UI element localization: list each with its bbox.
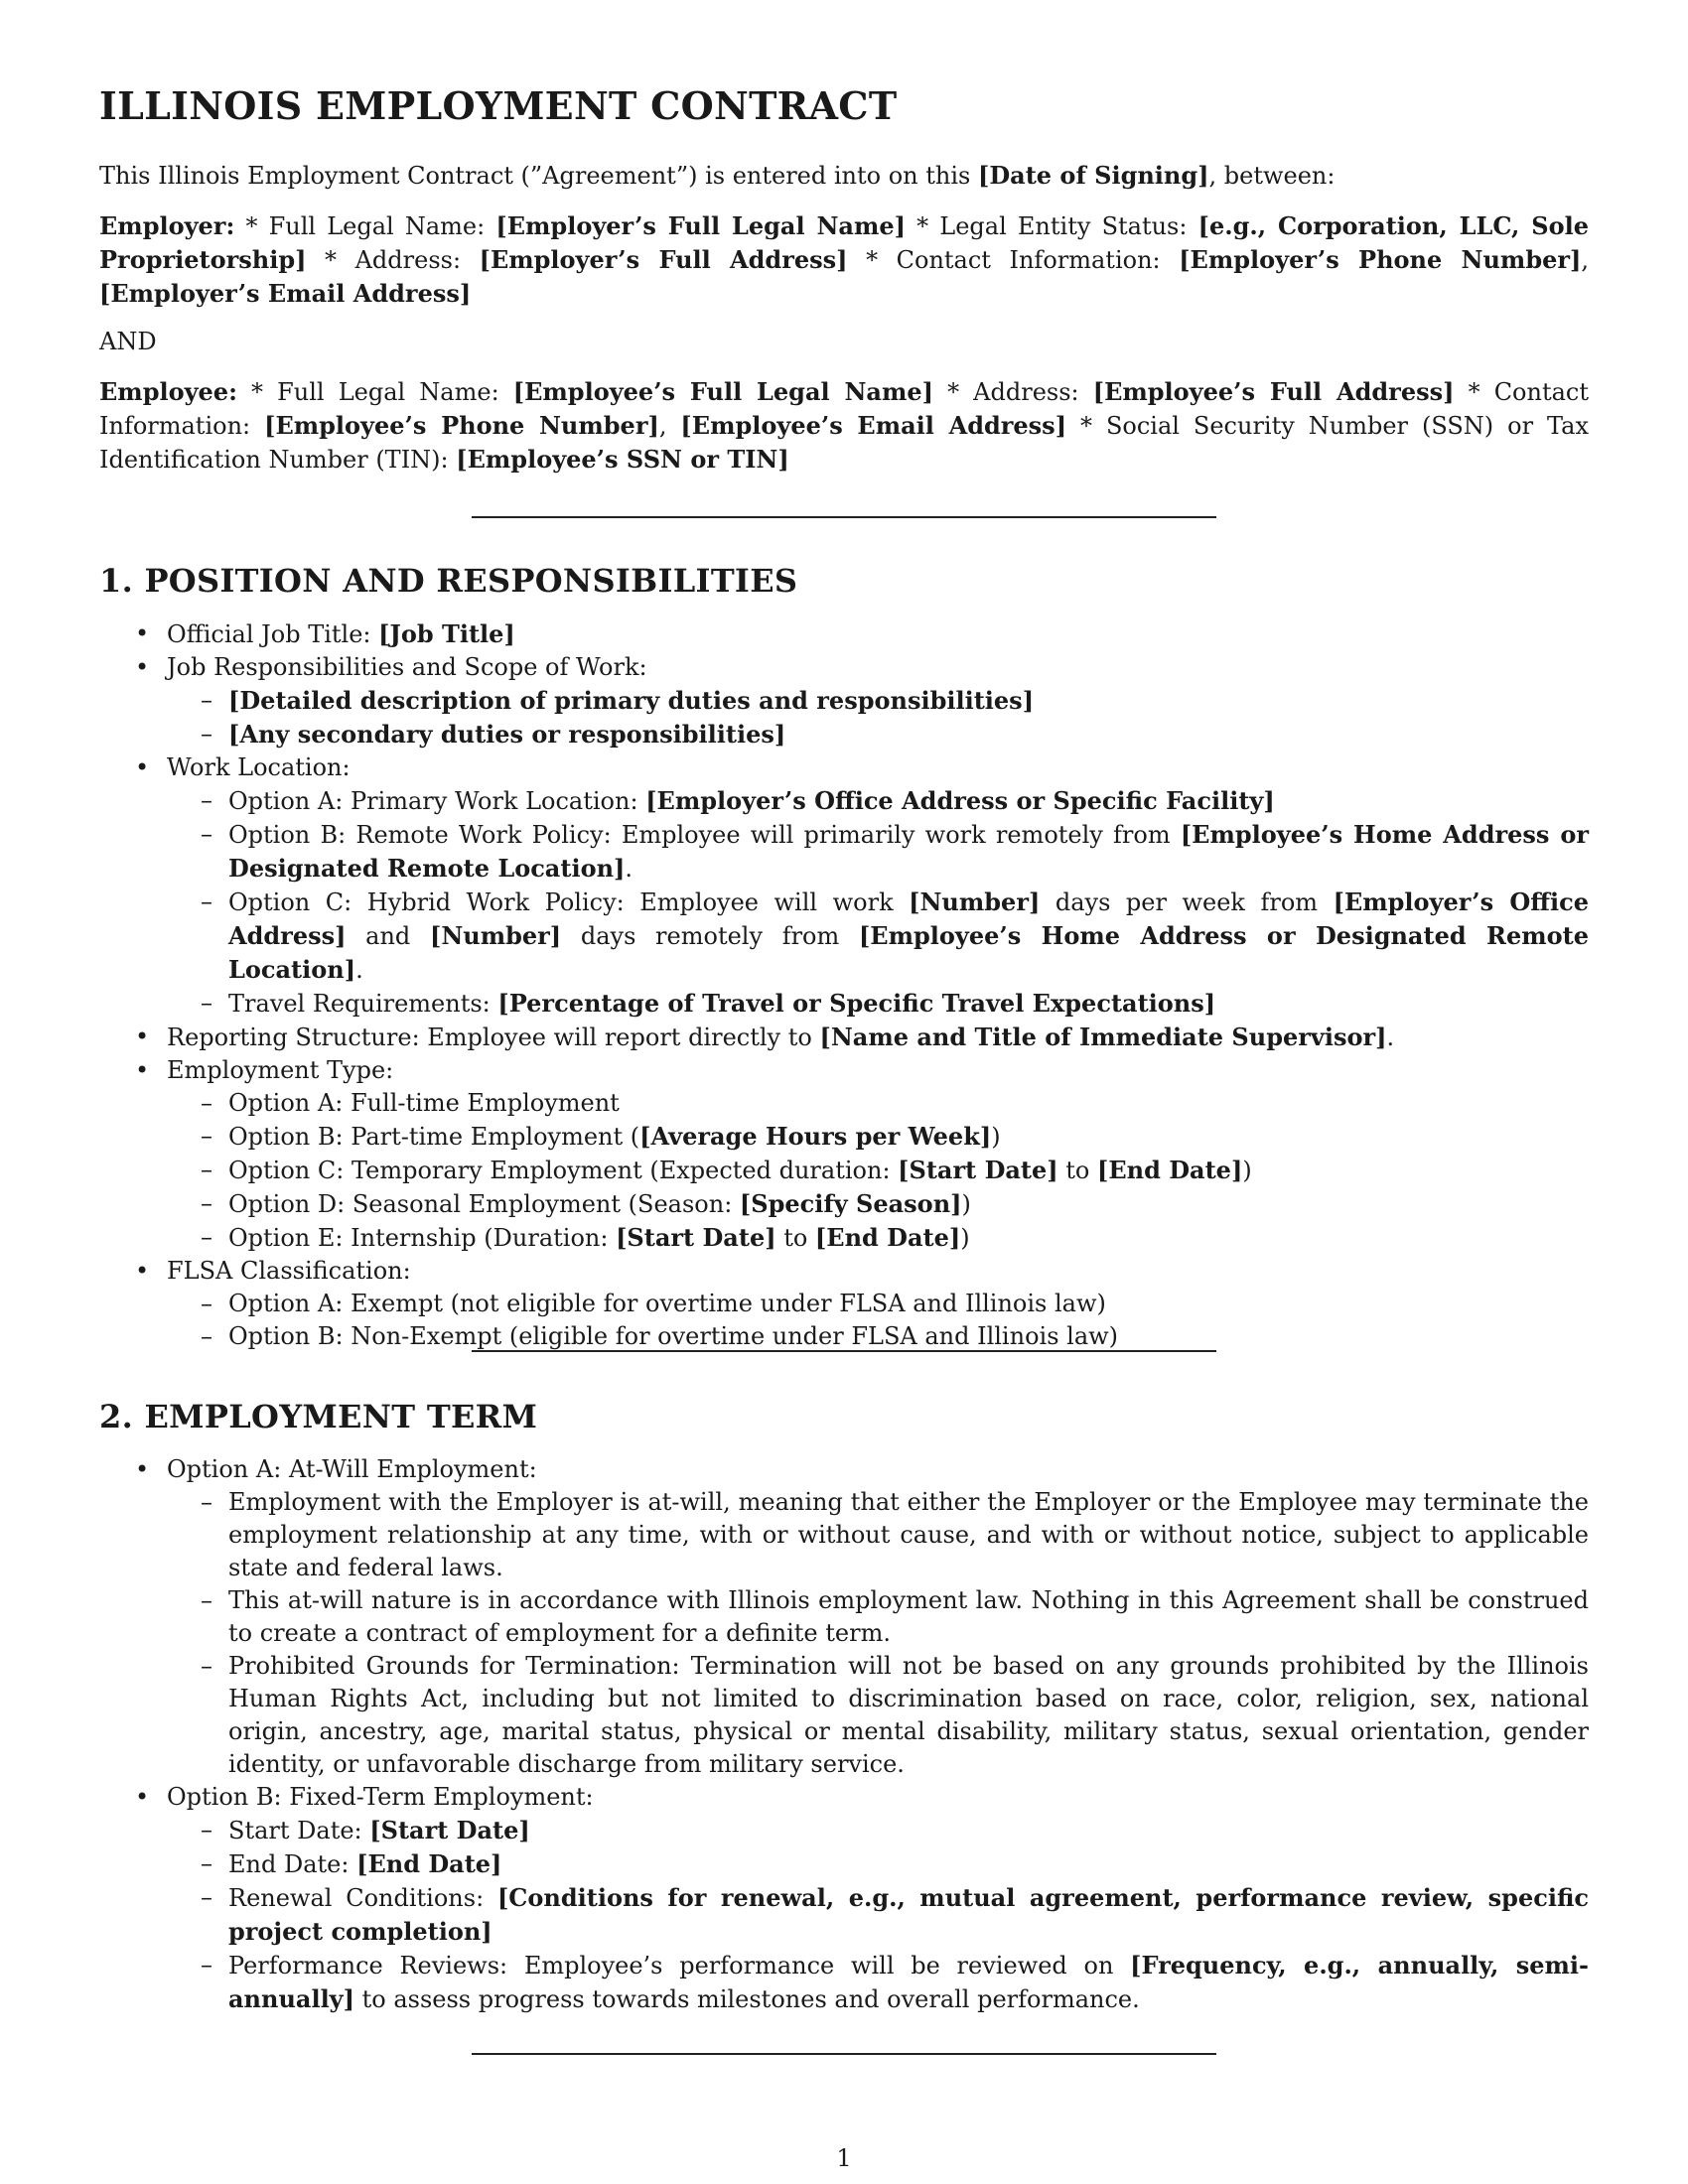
list-item — [167, 1881, 1589, 1949]
list-item — [167, 1650, 1589, 1781]
employee-text: * Full Legal Name: — [236, 378, 513, 406]
employer-text: * Legal Entity Status: — [905, 212, 1198, 240]
fixed-term-sublist — [167, 1814, 1589, 2016]
primary-duties-placeholder: [Detailed description of primary duties and responsibilities] — [228, 686, 1035, 715]
hours-placeholder: [Average Hours per Week] — [639, 1122, 992, 1151]
travel-placeholder: [Percentage of Travel or Specific Travel Expectations] — [497, 989, 1216, 1018]
employer-address-placeholder: [Employer’s Full Address] — [479, 245, 848, 274]
option-text: to — [775, 1224, 815, 1252]
list-item — [167, 684, 1589, 718]
end-date-placeholder: [End Date] — [1097, 1156, 1243, 1184]
option-text: ) — [961, 1190, 971, 1218]
employer-text: , — [1581, 246, 1590, 274]
list-item — [167, 987, 1589, 1021]
option-text: . — [625, 855, 633, 883]
employment-type-label: Employment Type: — [167, 1056, 394, 1084]
list-item — [167, 1288, 1589, 1320]
section-1-list — [99, 617, 1589, 1353]
at-will-sublist — [167, 1486, 1589, 1781]
option-text: Prohibited Grounds for Termination: Termination will not be based on any grounds prohibited by the Illinois Human Rights Act, including but not limited to discrimination based on race, color, religion, sex, national origin, ancestry, age, marital status, physical or mental disability, military status, sexual orientation, gender identity, or unfavorable discharge from military service. — [228, 1652, 1589, 1778]
section-divider — [472, 1350, 1216, 1352]
option-text: Option B: Part-time Employment ( — [228, 1123, 640, 1151]
list-item — [167, 1320, 1589, 1353]
employer-legal-name-placeholder: [Employer’s Full Legal Name] — [495, 211, 906, 240]
work-location-label: Work Location: — [167, 753, 351, 781]
option-text: Renewal Conditions: — [228, 1884, 497, 1912]
list-item — [167, 886, 1589, 987]
list-item — [167, 1087, 1589, 1120]
employee-paragraph — [99, 375, 1589, 477]
employee-address-placeholder: [Employee’s Full Address] — [1092, 377, 1455, 406]
and-paragraph — [99, 326, 1589, 358]
employer-label: Employer: — [99, 211, 235, 240]
option-text: ) — [1242, 1157, 1252, 1184]
remote-location-placeholder: [Employee’s Home Address or Designated Remote Location] — [228, 921, 1589, 984]
reporting-text: Reporting Structure: Employee will report directly to — [167, 1024, 820, 1051]
employee-text: * Social Security Number (SSN) or Tax Identification Number (TIN): — [99, 412, 1590, 474]
option-text: Option A: Exempt (not eligible for overtime under FLSA and Illinois law) — [228, 1290, 1106, 1317]
section-2-list — [99, 1453, 1589, 2016]
list-item — [167, 1847, 1589, 1881]
list-item — [167, 818, 1589, 886]
intro-paragraph — [99, 159, 1589, 193]
employer-email-placeholder: [Employer’s Email Address] — [99, 279, 472, 308]
employee-email-placeholder: [Employee’s Email Address] — [680, 411, 1067, 440]
option-text: . — [355, 956, 363, 984]
responsibilities-label: Job Responsibilities and Scope of Work: — [167, 653, 647, 681]
list-item — [167, 1154, 1589, 1187]
flsa-sublist — [167, 1288, 1589, 1353]
list-item — [167, 1814, 1589, 1847]
job-title-placeholder: [Job Title] — [378, 619, 515, 648]
employee-text: * Contact Information: — [99, 378, 1589, 440]
season-placeholder: [Specify Season] — [739, 1189, 962, 1218]
option-text: to — [1057, 1157, 1097, 1184]
section-divider — [472, 2053, 1216, 2055]
renewal-placeholder: [Conditions for renewal, e.g., mutual agreement, performance review, specific project completion] — [228, 1883, 1590, 1946]
at-will-label: Option A: At-Will Employment: — [167, 1455, 537, 1483]
option-text: Performance Reviews: Employee’s performance will be reviewed on — [228, 1952, 1131, 1979]
list-item — [99, 651, 1589, 751]
intro-text-end: , between: — [1208, 162, 1336, 190]
employee-text: * Address: — [932, 378, 1093, 406]
list-item — [167, 784, 1589, 818]
and-text: AND — [99, 328, 157, 355]
list-item — [167, 1120, 1589, 1154]
frequency-placeholder: [Frequency, e.g., annually, semi-annually] — [228, 1951, 1590, 2013]
option-text: ) — [960, 1224, 970, 1252]
office-address-placeholder: [Employer’s Office Address or Specific Facility] — [645, 786, 1275, 815]
option-text: Employment with the Employer is at-will, meaning that either the Employer or the Employee may terminate the employment relationship at any time, with or without cause, and with or without notice, subject to applicable state and federal laws. — [228, 1488, 1589, 1581]
employee-ssn-placeholder: [Employee’s SSN or TIN] — [456, 445, 789, 474]
flsa-label: FLSA Classification: — [167, 1257, 411, 1285]
employee-legal-name-placeholder: [Employee’s Full Legal Name] — [512, 377, 933, 406]
option-text: and — [346, 922, 430, 950]
employer-phone-placeholder: [Employer’s Phone Number] — [1179, 245, 1582, 274]
employer-text: * Contact Information: — [847, 246, 1180, 274]
intro-text: This Illinois Employment Contract (”Agreement”) is entered into on this — [99, 162, 978, 190]
employee-text: , — [658, 412, 681, 440]
employee-label: Employee: — [99, 377, 237, 406]
list-item — [99, 1054, 1589, 1255]
option-text: Option B: Remote Work Policy: Employee will primarily work remotely from — [228, 821, 1181, 849]
section-divider — [472, 516, 1216, 518]
list-item — [167, 1949, 1589, 2016]
end-date-placeholder: [End Date] — [814, 1223, 961, 1252]
list-item — [167, 1187, 1589, 1221]
option-text: Option E: Internship (Duration: — [228, 1224, 617, 1252]
list-item — [99, 1453, 1589, 1781]
reporting-text: . — [1386, 1024, 1395, 1051]
list-item — [99, 1021, 1589, 1054]
option-text: This at-will nature is in accordance with Illinois employment law. Nothing in this Agreement shall be construed to create a contract of employment for a definite term. — [228, 1586, 1589, 1647]
option-text: ) — [991, 1123, 1001, 1151]
list-item — [99, 1255, 1589, 1353]
option-text: Option C: Hybrid Work Policy: Employee will work — [228, 888, 910, 916]
employee-phone-placeholder: [Employee’s Phone Number] — [264, 411, 659, 440]
supervisor-placeholder: [Name and Title of Immediate Supervisor] — [819, 1023, 1387, 1051]
list-item — [167, 718, 1589, 751]
option-text: Option B: Non-Exempt (eligible for overtime under FLSA and Illinois law) — [228, 1322, 1119, 1350]
fixed-term-label: Option B: Fixed-Term Employment: — [167, 1783, 594, 1811]
secondary-duties-placeholder: [Any secondary duties or responsibilities] — [228, 720, 786, 749]
end-date-placeholder: [End Date] — [356, 1849, 502, 1878]
work-location-sublist — [167, 784, 1589, 1021]
list-item — [99, 751, 1589, 1021]
start-date-placeholder: [Start Date] — [369, 1816, 530, 1844]
list-item — [167, 1221, 1589, 1255]
list-item — [99, 1781, 1589, 2016]
option-text: Option A: Full-time Employment — [228, 1089, 620, 1117]
employer-text: * Address: — [306, 246, 480, 274]
list-item — [99, 617, 1589, 651]
list-item — [167, 1584, 1589, 1650]
number-placeholder: [Number] — [909, 887, 1041, 916]
option-text: days remotely from — [561, 922, 859, 950]
option-text: to assess progress towards milestones and overall performance. — [353, 1985, 1140, 2013]
page-number: 1 — [836, 2144, 852, 2172]
section-1-heading: 1. POSITION AND RESPONSIBILITIES — [99, 562, 798, 600]
document-page — [99, 0, 1589, 2184]
section-2-heading: 2. EMPLOYMENT TERM — [99, 1398, 538, 1435]
date-of-signing-placeholder: [Date of Signing] — [978, 161, 1209, 190]
start-date-placeholder: [Start Date] — [898, 1156, 1058, 1184]
document-title: ILLINOIS EMPLOYMENT CONTRACT — [99, 83, 898, 128]
office-address-placeholder: [Employer’s Office Address] — [228, 887, 1590, 950]
number-placeholder: [Number] — [429, 921, 562, 950]
employer-paragraph — [99, 209, 1589, 311]
remote-location-placeholder: [Employee’s Home Address or Designated Remote Location] — [228, 820, 1589, 883]
employment-type-sublist — [167, 1087, 1589, 1255]
option-text: Option A: Primary Work Location: — [228, 787, 646, 815]
option-text: Option C: Temporary Employment (Expected duration: — [228, 1157, 899, 1184]
employer-text: * Full Legal Name: — [234, 212, 496, 240]
option-text: Travel Requirements: — [228, 990, 498, 1018]
option-text: Start Date: — [228, 1817, 370, 1844]
employer-entity-status-placeholder: [e.g., Corporation, LLC, Sole Proprietorship] — [99, 211, 1589, 274]
option-text: days per week from — [1040, 888, 1334, 916]
job-title-label: Official Job Title: — [167, 620, 379, 648]
list-item — [167, 1486, 1589, 1584]
start-date-placeholder: [Start Date] — [616, 1223, 776, 1252]
responsibilities-sublist — [167, 684, 1589, 751]
option-text: End Date: — [228, 1850, 357, 1878]
option-text: Option D: Seasonal Employment (Season: — [228, 1190, 740, 1218]
